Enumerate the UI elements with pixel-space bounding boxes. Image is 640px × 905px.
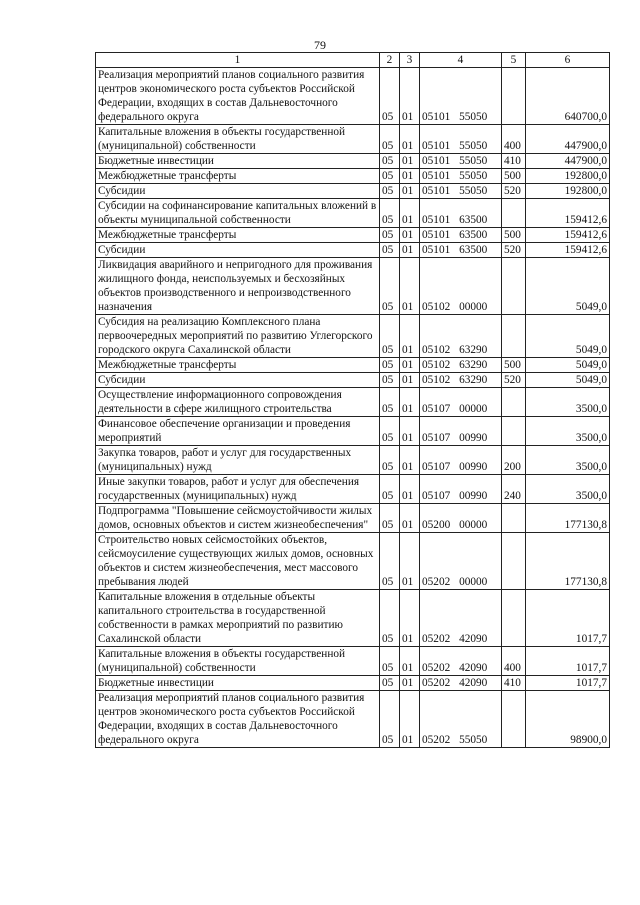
row-article: 05101 63500 <box>420 243 502 258</box>
row-subsection: 01 <box>400 417 420 446</box>
row-amount: 447900,0 <box>526 125 610 154</box>
table-row <box>96 243 610 258</box>
table-row <box>96 184 610 199</box>
header-col-3: 3 <box>400 53 420 68</box>
row-article: 05101 63500 <box>420 199 502 228</box>
row-article: 05102 63290 <box>420 315 502 358</box>
header-col-6: 6 <box>526 53 610 68</box>
row-subsection: 01 <box>400 504 420 533</box>
row-amount: 1017,7 <box>526 590 610 647</box>
row-subsection: 01 <box>400 243 420 258</box>
row-expense-type: 410 <box>502 154 526 169</box>
row-name: Бюджетные инвестиции <box>96 154 380 169</box>
row-section: 05 <box>380 228 400 243</box>
row-subsection: 01 <box>400 154 420 169</box>
row-section: 05 <box>380 504 400 533</box>
row-subsection: 01 <box>400 691 420 748</box>
row-subsection: 01 <box>400 315 420 358</box>
row-amount: 192800,0 <box>526 169 610 184</box>
row-expense-type <box>502 199 526 228</box>
header-row <box>96 53 610 68</box>
row-expense-type: 200 <box>502 446 526 475</box>
row-name: Межбюджетные трансферты <box>96 358 380 373</box>
row-name: Межбюджетные трансферты <box>96 228 380 243</box>
row-article: 05202 00000 <box>420 533 502 590</box>
row-name: Иные закупки товаров, работ и услуг для обеспечения государственных (муниципальных) нужд <box>96 475 380 504</box>
row-amount: 447900,0 <box>526 154 610 169</box>
row-amount: 5049,0 <box>526 358 610 373</box>
row-expense-type: 240 <box>502 475 526 504</box>
row-amount: 1017,7 <box>526 647 610 676</box>
row-section: 05 <box>380 417 400 446</box>
row-expense-type <box>502 417 526 446</box>
row-section: 05 <box>380 315 400 358</box>
row-article: 05101 63500 <box>420 228 502 243</box>
row-subsection: 01 <box>400 184 420 199</box>
row-section: 05 <box>380 533 400 590</box>
table-row <box>96 475 610 504</box>
row-name: Субсидии <box>96 184 380 199</box>
row-subsection: 01 <box>400 373 420 388</box>
row-amount: 177130,8 <box>526 533 610 590</box>
row-subsection: 01 <box>400 228 420 243</box>
row-subsection: 01 <box>400 647 420 676</box>
row-article: 05101 55050 <box>420 169 502 184</box>
table-row <box>96 388 610 417</box>
row-article: 05202 55050 <box>420 691 502 748</box>
row-name: Ликвидация аварийного и непригодного для проживания жилищного фонда, неиспользуемых и бесхозяйных объектов производственного и непроизводственного назначения <box>96 258 380 315</box>
row-name: Капитальные вложения в объекты государственной (муниципальной) собственности <box>96 125 380 154</box>
budget-table <box>95 52 610 748</box>
row-amount: 3500,0 <box>526 417 610 446</box>
row-expense-type <box>502 691 526 748</box>
row-name: Субсидии <box>96 373 380 388</box>
row-section: 05 <box>380 590 400 647</box>
row-article: 05102 63290 <box>420 358 502 373</box>
row-amount: 159412,6 <box>526 243 610 258</box>
row-amount: 640700,0 <box>526 68 610 125</box>
table-row <box>96 154 610 169</box>
row-amount: 3500,0 <box>526 475 610 504</box>
table-row <box>96 315 610 358</box>
row-section: 05 <box>380 199 400 228</box>
row-name: Межбюджетные трансферты <box>96 169 380 184</box>
row-section: 05 <box>380 647 400 676</box>
row-expense-type: 500 <box>502 169 526 184</box>
row-article: 05107 00990 <box>420 475 502 504</box>
table-row <box>96 199 610 228</box>
page-number: 79 <box>314 38 326 52</box>
row-section: 05 <box>380 184 400 199</box>
row-section: 05 <box>380 475 400 504</box>
row-name: Капитальные вложения в отдельные объекты капитального строительства в государственной собственности в рамках мероприятий по развитию Сахалинской области <box>96 590 380 647</box>
table-row <box>96 373 610 388</box>
table-row <box>96 691 610 748</box>
row-subsection: 01 <box>400 125 420 154</box>
row-amount: 1017,7 <box>526 676 610 691</box>
row-amount: 3500,0 <box>526 446 610 475</box>
row-article: 05202 42090 <box>420 676 502 691</box>
table-row <box>96 504 610 533</box>
row-subsection: 01 <box>400 199 420 228</box>
row-name: Закупка товаров, работ и услуг для государственных (муниципальных) нужд <box>96 446 380 475</box>
row-article: 05101 55050 <box>420 154 502 169</box>
row-name: Осуществление информационного сопровождения деятельности в сфере жилищного строительства <box>96 388 380 417</box>
row-name: Реализация мероприятий планов социального развития центров экономического роста субъектов Российской Федерации, входящих в состав Дальневосточного федерального округа <box>96 68 380 125</box>
row-amount: 5049,0 <box>526 315 610 358</box>
table-row <box>96 68 610 125</box>
table-row <box>96 647 610 676</box>
row-expense-type <box>502 590 526 647</box>
row-subsection: 01 <box>400 358 420 373</box>
row-article: 05101 55050 <box>420 125 502 154</box>
row-section: 05 <box>380 446 400 475</box>
header-col-1: 1 <box>96 53 380 68</box>
header-col-2: 2 <box>380 53 400 68</box>
row-expense-type: 500 <box>502 358 526 373</box>
row-amount: 5049,0 <box>526 258 610 315</box>
row-section: 05 <box>380 358 400 373</box>
table-row <box>96 228 610 243</box>
row-section: 05 <box>380 373 400 388</box>
row-article: 05102 00000 <box>420 258 502 315</box>
table-row <box>96 417 610 446</box>
row-expense-type <box>502 533 526 590</box>
row-section: 05 <box>380 388 400 417</box>
row-amount: 3500,0 <box>526 388 610 417</box>
row-expense-type <box>502 388 526 417</box>
row-article: 05101 55050 <box>420 68 502 125</box>
row-expense-type: 500 <box>502 228 526 243</box>
row-name: Субсидии на софинансирование капитальных вложений в объекты муниципальной собственности <box>96 199 380 228</box>
table-row <box>96 590 610 647</box>
row-subsection: 01 <box>400 533 420 590</box>
row-section: 05 <box>380 258 400 315</box>
row-amount: 177130,8 <box>526 504 610 533</box>
row-name: Субсидии <box>96 243 380 258</box>
row-section: 05 <box>380 125 400 154</box>
row-name: Капитальные вложения в объекты государственной (муниципальной) собственности <box>96 647 380 676</box>
row-article: 05202 42090 <box>420 647 502 676</box>
row-expense-type <box>502 258 526 315</box>
row-article: 05102 63290 <box>420 373 502 388</box>
table-row <box>96 676 610 691</box>
row-name: Бюджетные инвестиции <box>96 676 380 691</box>
row-article: 05107 00990 <box>420 417 502 446</box>
header-col-5: 5 <box>502 53 526 68</box>
row-section: 05 <box>380 68 400 125</box>
row-subsection: 01 <box>400 169 420 184</box>
row-expense-type: 400 <box>502 647 526 676</box>
row-subsection: 01 <box>400 258 420 315</box>
row-name: Финансовое обеспечение организации и проведения мероприятий <box>96 417 380 446</box>
table-row <box>96 125 610 154</box>
row-expense-type: 410 <box>502 676 526 691</box>
row-subsection: 01 <box>400 68 420 125</box>
row-section: 05 <box>380 154 400 169</box>
table-row <box>96 258 610 315</box>
row-subsection: 01 <box>400 590 420 647</box>
row-subsection: 01 <box>400 475 420 504</box>
table-row <box>96 533 610 590</box>
row-article: 05107 00000 <box>420 388 502 417</box>
row-section: 05 <box>380 676 400 691</box>
row-amount: 98900,0 <box>526 691 610 748</box>
row-amount: 159412,6 <box>526 228 610 243</box>
table-row <box>96 358 610 373</box>
row-article: 05202 42090 <box>420 590 502 647</box>
row-expense-type <box>502 504 526 533</box>
row-article: 05200 00000 <box>420 504 502 533</box>
row-expense-type: 520 <box>502 243 526 258</box>
row-expense-type <box>502 68 526 125</box>
row-amount: 159412,6 <box>526 199 610 228</box>
row-expense-type <box>502 315 526 358</box>
row-amount: 5049,0 <box>526 373 610 388</box>
row-section: 05 <box>380 243 400 258</box>
row-section: 05 <box>380 691 400 748</box>
row-article: 05107 00990 <box>420 446 502 475</box>
row-name: Субсидия на реализацию Комплексного плана первоочередных мероприятий по развитию Углегорского городского округа Сахалинской области <box>96 315 380 358</box>
row-name: Подпрограмма "Повышение сейсмоустойчивости жилых домов, основных объектов и систем жизнеобеспечения" <box>96 504 380 533</box>
table-row <box>96 446 610 475</box>
row-expense-type: 520 <box>502 373 526 388</box>
row-section: 05 <box>380 169 400 184</box>
table-row <box>96 169 610 184</box>
row-amount: 192800,0 <box>526 184 610 199</box>
row-expense-type: 400 <box>502 125 526 154</box>
row-article: 05101 55050 <box>420 184 502 199</box>
row-subsection: 01 <box>400 388 420 417</box>
row-subsection: 01 <box>400 676 420 691</box>
row-expense-type: 520 <box>502 184 526 199</box>
row-subsection: 01 <box>400 446 420 475</box>
row-name: Строительство новых сейсмостойких объектов, сейсмоусиление существующих жилых домов, основных объектов и систем жизнеобеспечения, мест массового пребывания людей <box>96 533 380 590</box>
header-col-4: 4 <box>420 53 502 68</box>
row-name: Реализация мероприятий планов социального развития центров экономического роста субъектов Российской Федерации, входящих в состав Дальневосточного федерального округа <box>96 691 380 748</box>
